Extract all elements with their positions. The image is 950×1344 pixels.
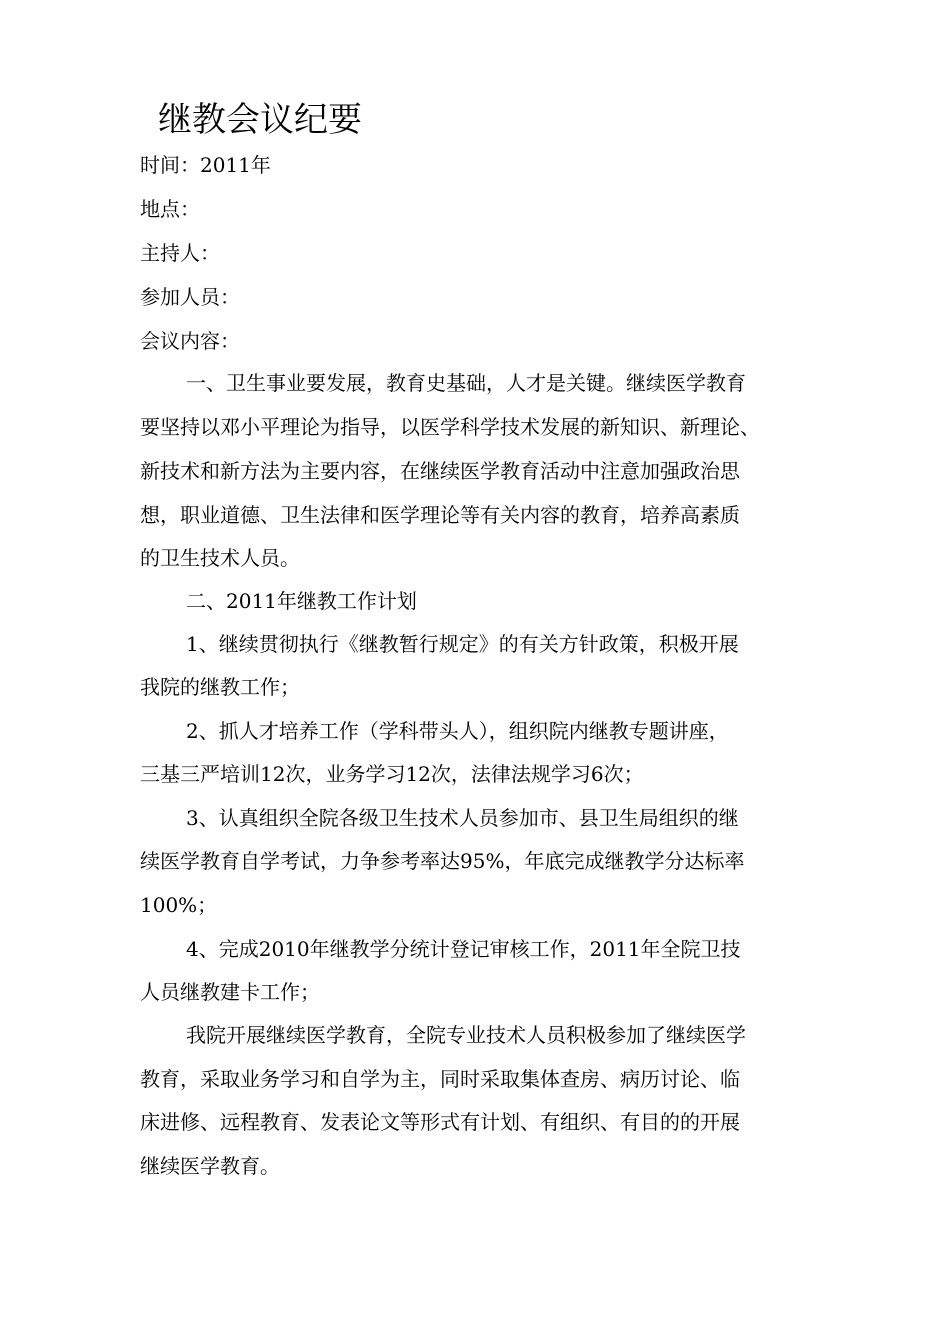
document-title: 继教会议纪要 xyxy=(158,100,362,140)
closing-line-2: 教育，采取业务学习和自学为主，同时采取集体查房、病历讨论、临 xyxy=(140,1067,740,1091)
closing-line-1: 我院开展继续医学教育，全院专业技术人员积极参加了继续医学 xyxy=(186,1023,746,1047)
item3-line-1: 3、认真组织全院各级卫生技术人员参加市、县卫生局组织的继 xyxy=(186,806,739,830)
meta-host: 主持人： xyxy=(140,241,220,265)
section2-heading: 二、2011年继教工作计划 xyxy=(186,589,417,613)
section1-line-3: 新技术和新方法为主要内容，在继续医学教育活动中注意加强政治思 xyxy=(140,459,740,483)
item1-line-2: 我院的继教工作； xyxy=(140,675,300,699)
closing-line-4: 继续医学教育。 xyxy=(140,1154,280,1178)
section1-line-5: 的卫生技术人员。 xyxy=(140,546,300,570)
meta-attendees: 参加人员： xyxy=(140,285,240,309)
closing-line-3: 床进修、远程教育、发表论文等形式有计划、有组织、有目的的开展 xyxy=(140,1110,740,1134)
section1-line-2: 要坚持以邓小平理论为指导，以医学科学技术发展的新知识、新理论、 xyxy=(140,415,760,439)
section1-line-1: 一、卫生事业要发展，教育史基础，人才是关键。继续医学教育 xyxy=(186,371,746,395)
item2-line-2: 三基三严培训12次，业务学习12次，法律法规学习6次； xyxy=(140,762,644,786)
item2-line-1: 2、抓人才培养工作（学科带头人），组织院内继教专题讲座， xyxy=(186,719,729,743)
section1-line-4: 想，职业道德、卫生法律和医学理论等有关内容的教育，培养高素质 xyxy=(140,503,740,527)
item3-line-3: 100%； xyxy=(140,893,218,917)
item3-line-2: 续医学教育自学考试，力争参考率达95%，年底完成继教学分达标率 xyxy=(140,849,745,873)
meta-time: 时间：2011年 xyxy=(140,153,271,177)
item1-line-1: 1、继续贯彻执行《继教暂行规定》的有关方针政策，积极开展 xyxy=(186,632,739,656)
meta-place: 地点： xyxy=(140,197,200,221)
item4-line-2: 人员继教建卡工作； xyxy=(140,980,320,1004)
meta-content-label: 会议内容： xyxy=(140,329,240,353)
item4-line-1: 4、完成2010年继教学分统计登记审核工作，2011年全院卫技 xyxy=(186,937,741,961)
